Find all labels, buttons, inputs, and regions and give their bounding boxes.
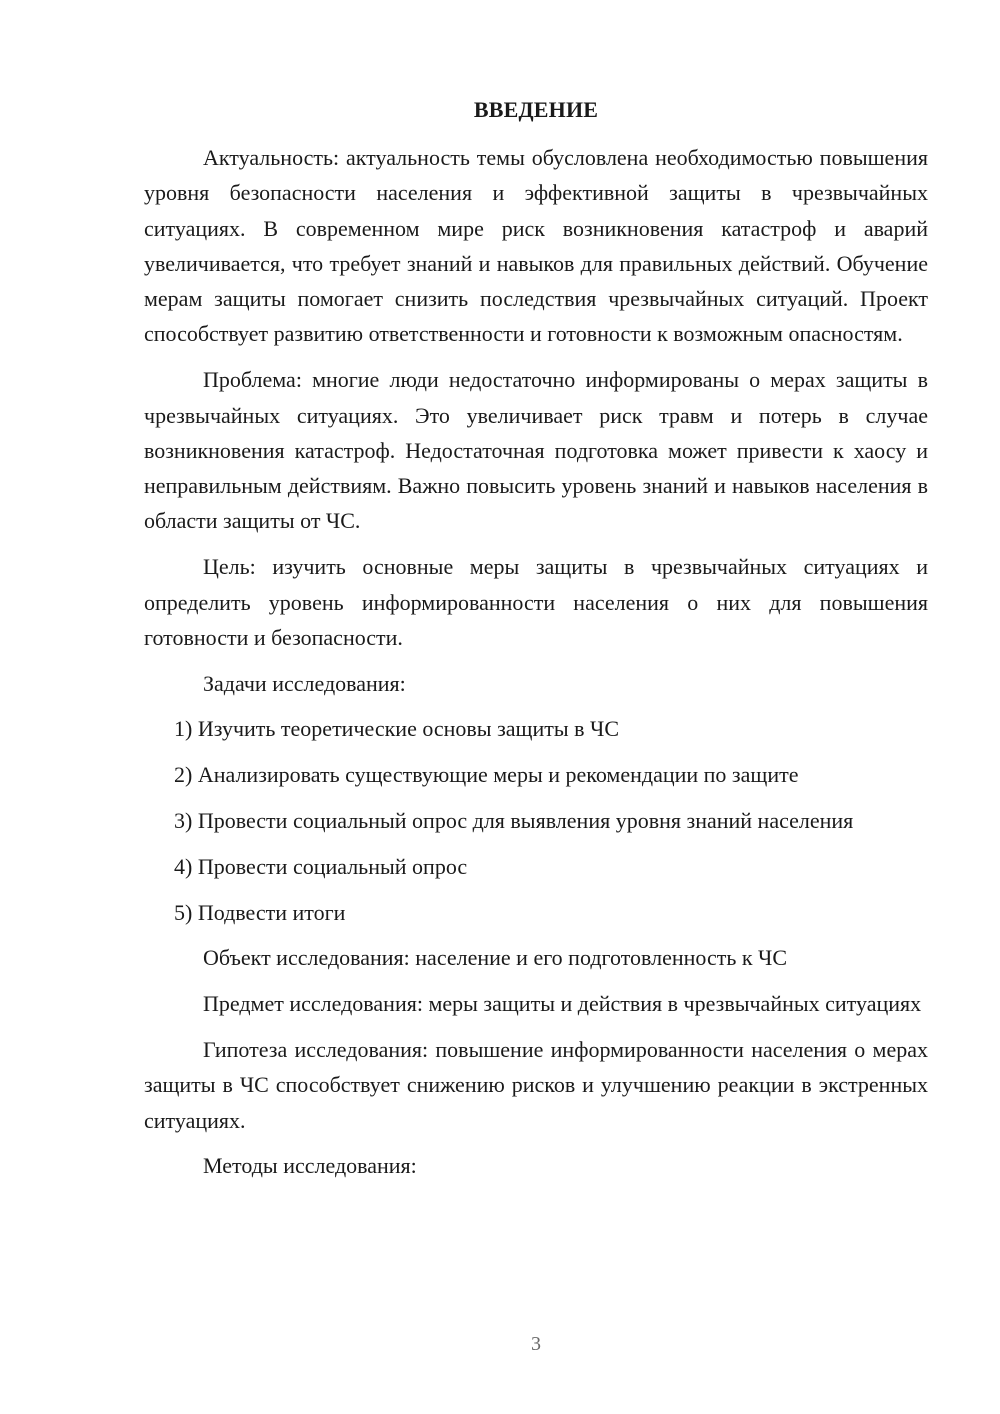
section-title: ВВЕДЕНИЕ bbox=[473, 97, 599, 122]
list-item: 2) Анализировать существующие меры и рекомендации по защите bbox=[174, 762, 799, 788]
methods-heading: Методы исследования: bbox=[203, 1153, 417, 1179]
paragraph-relevance: Актуальность: актуальность темы обусловлена необходимостью повышения уровня безопасности населения и эффективной защиты в чрезвычайных ситуациях. В современном мире риск возникновения катастроф и аварий увеличивается, что требует знаний и навыков для правильных действий. Обучение мерам защиты помогает снизить последствия чрезвычайных ситуаций. Проект способствует развитию ответственности и готовности к возможным опасностям. bbox=[144, 145, 928, 347]
paragraph-subject: Предмет исследования: меры защиты и действия в чрезвычайных ситуациях bbox=[203, 991, 922, 1017]
document-page bbox=[144, 92, 928, 1194]
list-item: 1) Изучить теоретические основы защиты в ЧС bbox=[174, 716, 620, 742]
tasks-list bbox=[144, 711, 928, 929]
paragraph-goal: Цель: изучить основные меры защиты в чрезвычайных ситуациях и определить уровень информированности населения о них для повышения готовности и безопасности. bbox=[144, 554, 928, 650]
paragraph-hypothesis: Гипотеза исследования: повышение информированности населения о мерах защиты в ЧС способствует снижению рисков и улучшению реакции в экстренных ситуациях. bbox=[144, 1037, 928, 1133]
tasks-heading: Задачи исследования: bbox=[203, 670, 406, 696]
paragraph-problem: Проблема: многие люди недостаточно информированы о мерах защиты в чрезвычайных ситуациях. Это увеличивает риск травм и потерь в случае возникновения катастроф. Недостаточная подготовка может привести к хаосу и неправильным действиям. Важно повысить уровень знаний и навыков населения в области защиты от ЧС. bbox=[144, 367, 928, 534]
list-item: 3) Провести социальный опрос для выявления уровня знаний населения bbox=[174, 808, 854, 834]
list-item: 4) Провести социальный опрос bbox=[174, 853, 468, 879]
list-item: 5) Подвести итоги bbox=[174, 899, 346, 925]
page-number: 3 bbox=[531, 1333, 541, 1355]
paragraph-object: Объект исследования: население и его подготовленность к ЧС bbox=[203, 945, 788, 971]
